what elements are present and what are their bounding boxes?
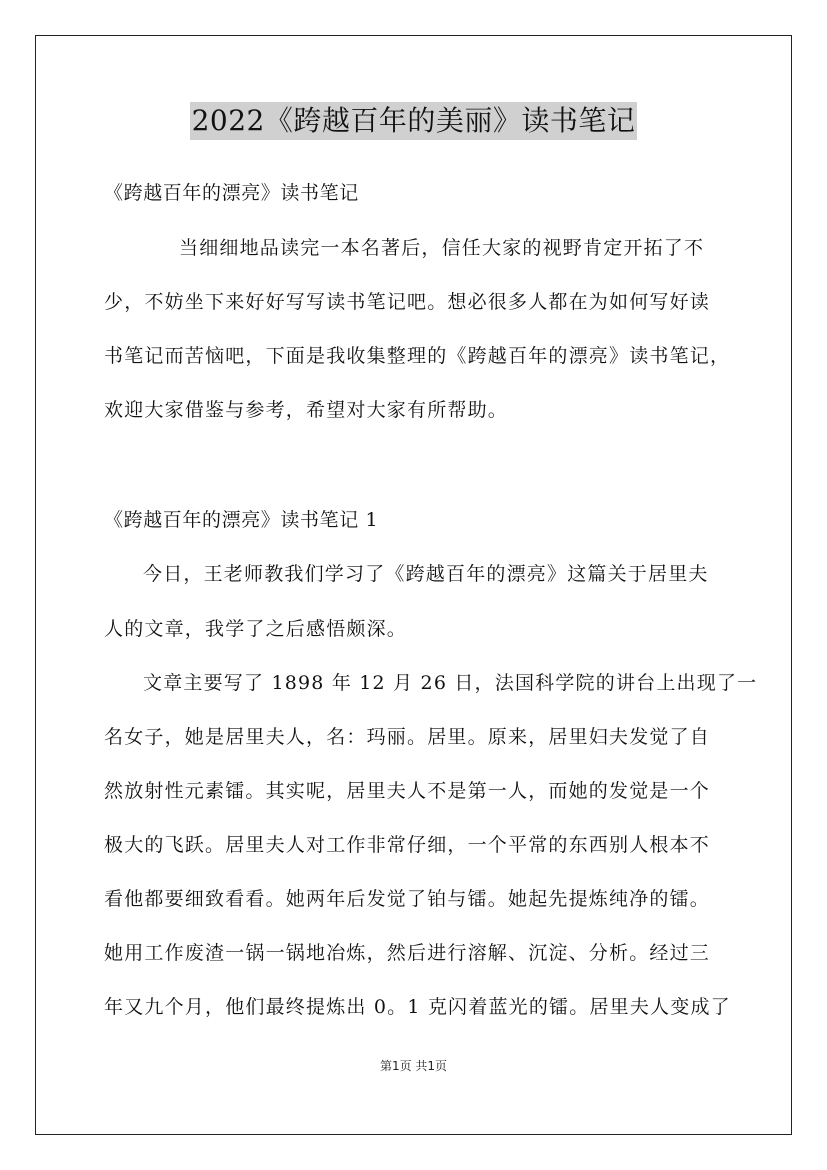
intro-heading: 《跨越百年的漂亮》读书笔记: [104, 182, 359, 204]
paragraph-line: 人的文章，我学了之后感悟颇深。: [104, 618, 408, 640]
paragraph-line: 看他都要细致看看。她两年后发觉了铂与镭。她起先提炼纯净的镭。: [104, 888, 711, 910]
intro-line: 当细细地品读完一本名著后，信任大家的视野肯定开拓了不: [179, 237, 705, 259]
paragraph-line: 文章主要写了 1898 年 12 月 26 日，法国科学院的讲台上出现了一: [143, 672, 758, 694]
paragraph-line: 今日，王老师教我们学习了《跨越百年的漂亮》这篇关于居里夫: [143, 563, 709, 585]
paragraph-line: 她用工作废渣一锅一锅地冶炼，然后进行溶解、沉淀、分析。经过三: [104, 942, 711, 964]
paragraph-line: 年又九个月，他们最终提炼出 0。1 克闪着蓝光的镭。居里夫人变成了: [104, 996, 731, 1018]
paragraph-line: 然放射性元素镭。其实呢，居里夫人不是第一人，而她的发觉是一个: [104, 780, 711, 802]
paragraph-line: 名女子，她是居里夫人，名：玛丽。居里。原来，居里妇夫发觉了自: [104, 726, 711, 748]
intro-line: 书笔记而苦恼吧，下面是我收集整理的《跨越百年的漂亮》读书笔记，: [104, 345, 731, 367]
section-heading: 《跨越百年的漂亮》读书笔记 1: [104, 509, 379, 531]
title-container: [0, 102, 827, 140]
document-title: 2022《跨越百年的美丽》读书笔记: [190, 102, 638, 140]
page-number: 第1页 共1页: [379, 1059, 448, 1073]
intro-line: 欢迎大家借鉴与参考，希望对大家有所帮助。: [104, 399, 509, 421]
intro-line: 少，不妨坐下来好好写写读书笔记吧。想必很多人都在为如何写好读: [104, 291, 711, 313]
paragraph-line: 极大的飞跃。居里夫人对工作非常仔细，一个平常的东西别人根本不: [104, 834, 711, 856]
